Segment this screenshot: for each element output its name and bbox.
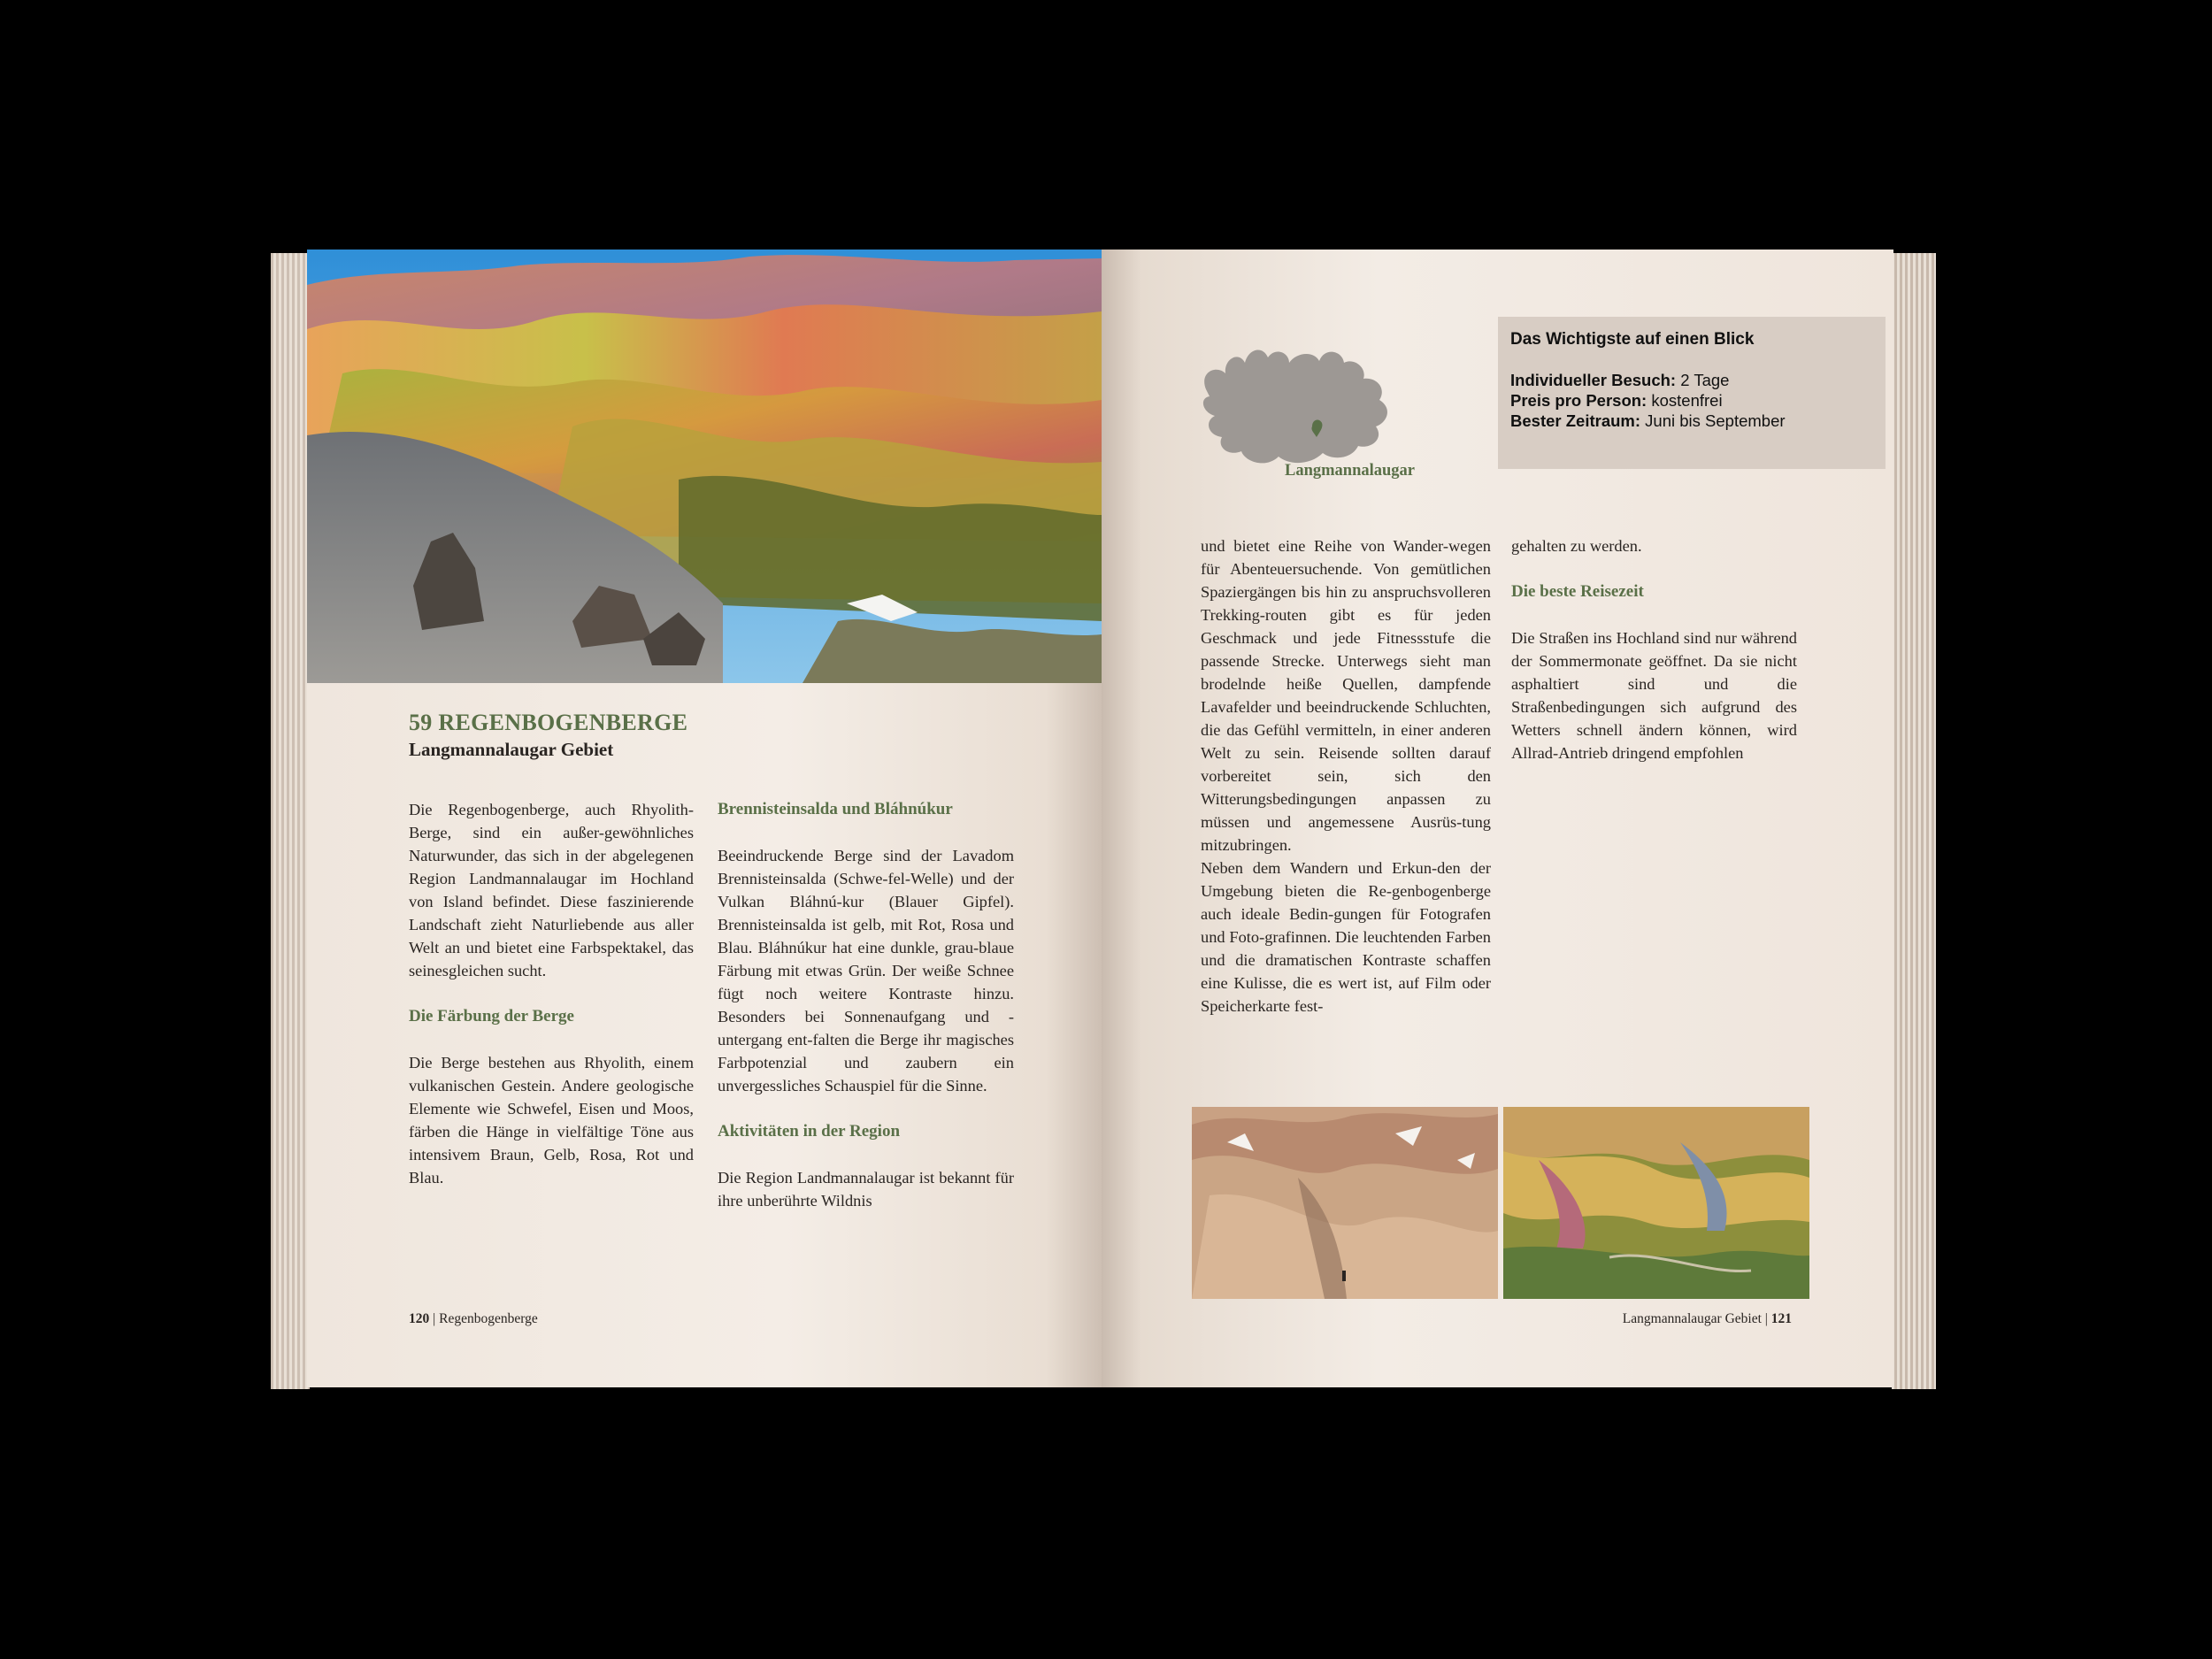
footer-separator: | bbox=[1764, 1311, 1768, 1326]
chapter-subtitle: Langmannalaugar Gebiet bbox=[409, 739, 614, 760]
left-page bbox=[307, 250, 1102, 1387]
iceland-map-icon bbox=[1190, 327, 1407, 482]
chapter-title: 59 REGENBOGENBERGE bbox=[409, 710, 688, 735]
page-edges-left bbox=[271, 253, 310, 1389]
left-column-1 bbox=[409, 798, 694, 1212]
page-number-right: 121 bbox=[1770, 1311, 1792, 1326]
left-page-footer bbox=[409, 1311, 538, 1327]
page-edges-right bbox=[1892, 253, 1936, 1389]
right-column-1 bbox=[1201, 534, 1491, 1018]
photo-aerial-valley bbox=[1503, 1107, 1809, 1299]
section-heading-brennisteinsalda: Brennisteinsalda und Bláhnúkur bbox=[718, 800, 953, 818]
info-box bbox=[1498, 317, 1886, 469]
info-value: 2 Tage bbox=[1680, 371, 1730, 389]
info-row-besuch bbox=[1510, 370, 1786, 390]
section-heading-aktivitaeten: Aktivitäten in der Region bbox=[718, 1122, 901, 1141]
info-row-zeitraum bbox=[1510, 411, 1786, 431]
info-box-title: Das Wichtigste auf einen Blick bbox=[1510, 330, 1755, 349]
hero-photo-rainbow-mountains bbox=[307, 250, 1102, 683]
page-number-left: 120 bbox=[409, 1311, 430, 1326]
left-column-2 bbox=[718, 798, 1014, 1212]
photo-hiker-mountains bbox=[1192, 1107, 1498, 1299]
aktivitaeten-paragraph: Die Region Landmannalaugar ist bekannt für ihre unberührte Wildnis bbox=[718, 1169, 1014, 1210]
info-value: kostenfrei bbox=[1651, 391, 1723, 410]
reisezeit-paragraph: Die Straßen ins Hochland sind nur während der Sommermonate geöffnet. Da sie nicht asphaltiert sind und die Straßenbedingungen sich aufgrund des Wetters schnell ändern können, wird Allrad-Antrieb dringend empfohlen bbox=[1511, 629, 1797, 762]
faerbung-paragraph: Die Berge bestehen aus Rhyolith, einem vulkanischen Gestein. Andere geologische Elemente wie Schwefel, Eisen und Moos, färben die Hänge in vielfältige Töne aus intensivem Braun, Gelb, Rosa, Rot und Blau. bbox=[409, 1054, 694, 1187]
section-heading-faerbung: Die Färbung der Berge bbox=[409, 1007, 574, 1025]
section-heading-reisezeit: Die beste Reisezeit bbox=[1511, 582, 1644, 601]
running-title-right: Langmannalaugar Gebiet bbox=[1622, 1311, 1762, 1326]
info-label: Individueller Besuch: bbox=[1510, 371, 1677, 389]
right-column-2 bbox=[1511, 534, 1797, 764]
right-page bbox=[1102, 250, 1893, 1387]
running-title-left: Regenbogenberge bbox=[439, 1311, 538, 1326]
continued-paragraph: gehalten zu werden. bbox=[1511, 537, 1642, 555]
brennisteinsalda-paragraph: Beeindruckende Berge sind der Lavadom Brennisteinsalda (Schwe-fel-Welle) und der Vulkan Bláhnú-kur (Blauer Gipfel). Brennisteinsalda ist gelb, mit Rot, Rosa und Blau. Bláhnúkur hat eine dunkle, grau-blaue Färbung mit etwas Grün. Der weiße Schnee fügt noch weitere Kontraste hinzu. Besonders bei Sonnenaufgang und -untergang ent-falten die Berge ihr magisches Farbpotenzial und zaubern ein unvergessliches Schauspiel für die Sinne. bbox=[718, 847, 1014, 1094]
info-row-preis bbox=[1510, 390, 1786, 411]
right-page-footer bbox=[1623, 1311, 1792, 1327]
info-label: Bester Zeitraum: bbox=[1510, 411, 1641, 430]
wanderwege-paragraph: und bietet eine Reihe von Wander-wegen für Abenteuersuchende. Von gemütlichen Spaziergängen bis hin zu anspruchsvolleren Trekking-routen gibt es für jeden Geschmack und jede Fitnessstufe die passende Strecke. Unterwegs sieht man brodelnde heiße Quellen, dampfende Lavafelder und beeindruckende Schluchten, die das Gefühl vermitteln, in einer anderen Welt zu sein. Reisende sollten darauf vorbereitet sein, sich den Witterungsbedingungen anpassen zu müssen und angemessene Ausrüs-tung mitzubringen. bbox=[1201, 537, 1491, 854]
map-location-label: Langmannalaugar bbox=[1285, 462, 1416, 480]
fotografen-paragraph: Neben dem Wandern und Erkun-den der Umgebung bieten die Re-genbogenberge auch ideale Bedin-gungen für Fotografen und Foto-grafinnen. Die leuchtenden Farben und die dramatischen Kontraste schaffen eine Kulisse, die es wert ist, auf Film oder Speicherkarte fest- bbox=[1201, 859, 1491, 1015]
info-label: Preis pro Person: bbox=[1510, 391, 1647, 410]
info-value: Juni bis September bbox=[1645, 411, 1786, 430]
footer-separator: | bbox=[433, 1311, 436, 1326]
intro-paragraph: Die Regenbogenberge, auch Rhyolith-Berge, sind ein außer-gewöhnliches Naturwunder, das sich in der abgelegenen Region Landmannalaugar im Hochland von Island befindet. Diese faszinierende Landschaft zieht Naturliebende aus aller Welt an und bietet eine Farbspektakel, das seinesgleichen sucht. bbox=[409, 801, 694, 979]
